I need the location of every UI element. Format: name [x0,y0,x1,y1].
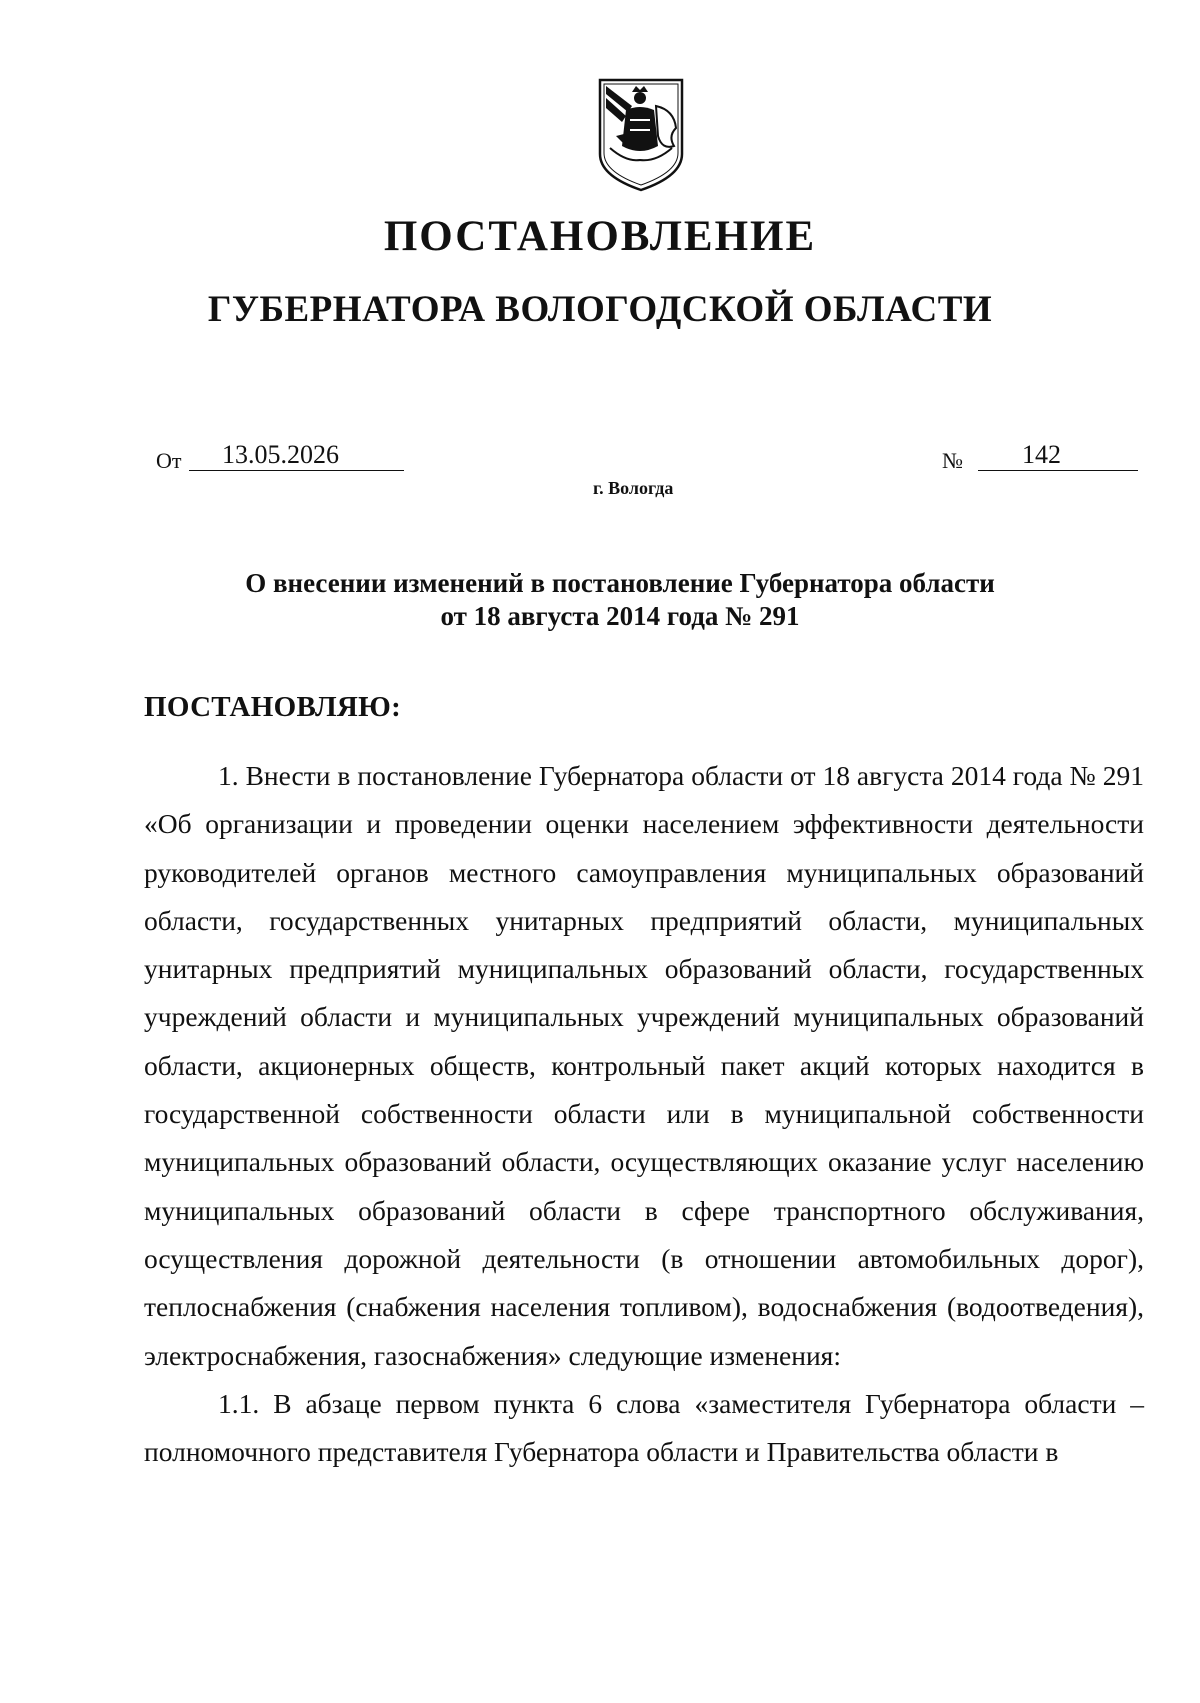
document-subject [160,567,1080,633]
document-body [144,752,1144,1476]
document-subtitle: ГУБЕРНАТОРА ВОЛОГОДСКОЙ ОБЛАСТИ [207,289,993,330]
number-label: № [942,448,963,473]
subject-line: О внесении изменений в постановление Губернатора области [245,568,995,598]
body-paragraph: 1. Внести в постановление Губернатора области от 18 августа 2014 года № 291 «Об организации и проведении оценки населением эффективности деятельности руководителей органов местного самоуправления муниципальных образований области, государственных унитарных предприятий области, муниципальных унитарных предприятий муниципальных образований области, государственных учреждений области и муниципальных учреждений муниципальных образований области, акционерных обществ, контрольный пакет акций которых находится в государственной собственности области или в муниципальной собственности муниципальных образований области, осуществляющих оказание услуг населению муниципальных образований области в сфере транспортного обслуживания, осуществления дорожной деятельности (в отношении автомобильных дорог), теплоснабжения (снабжения населения топливом), водоснабжения (водоотведения), электроснабжения, газоснабжения» следующие изменения: [144,760,1144,1371]
subject-line: от 18 августа 2014 года № 291 [440,601,800,631]
city-label: г. Вологда [593,478,674,498]
number-value: 142 [1022,440,1061,469]
date-value: 13.05.2026 [222,440,339,469]
document-title: ПОСТАНОВЛЕНИЕ [383,213,817,260]
decree-heading: ПОСТАНОВЛЯЮ: [144,691,402,723]
date-label: От [156,448,182,473]
coat-of-arms-icon [596,76,686,194]
body-paragraph: 1.1. В абзаце первом пункта 6 слова «заместителя Губернатора области – полномочного представителя Губернатора области и Правительства области в [144,1387,1144,1468]
